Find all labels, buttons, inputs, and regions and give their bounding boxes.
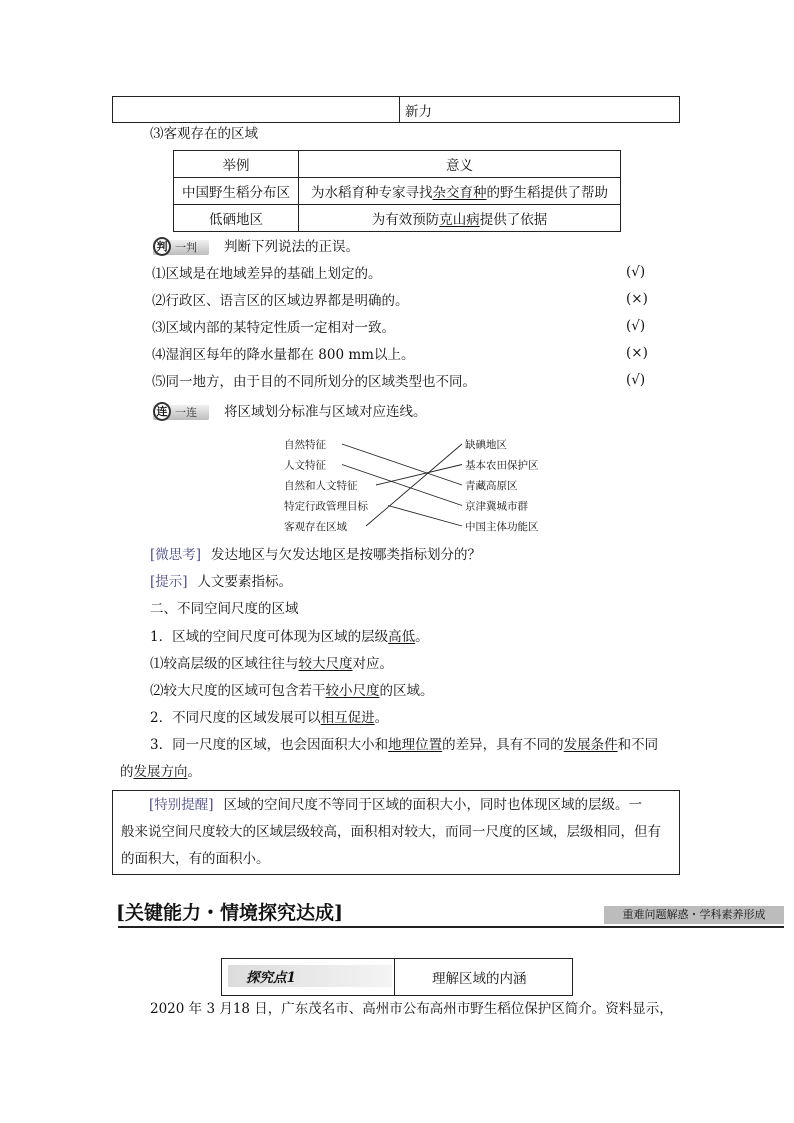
judge-item-5: ⑸同一地方，由于目的不同所划分的区域类型也不同。 <box>152 374 476 390</box>
p3-text: 。 <box>187 764 201 780</box>
judge-mark-3: (√) <box>626 318 646 334</box>
left-item-1: 自然特征 <box>284 439 326 451</box>
p1-text: 1．区域的空间尺度可体现为区域的层级 <box>150 629 389 645</box>
judge-mark-1: (√) <box>626 264 646 280</box>
judge-badge-text: 一判 <box>175 241 197 254</box>
right-item-2: 基本农田保护区 <box>465 459 539 472</box>
connect-line-5 <box>366 444 462 526</box>
sec2-p3-cont <box>120 762 201 782</box>
tip-line-1 <box>149 795 642 815</box>
p3-text: 3．同一尺度的区域，也会因面积大小和 <box>150 737 389 753</box>
connect-line-3 <box>376 465 462 486</box>
tip-box <box>112 790 680 875</box>
connect-line-4 <box>388 506 462 527</box>
meaning-text: 的野生稻提供了帮助 <box>486 185 608 201</box>
header-meaning: 意义 <box>299 151 621 178</box>
cell-example: 中国野生稻分布区 <box>174 178 299 205</box>
p3-underlined: 地理位置 <box>388 737 443 753</box>
p3-text: 的差异，具有不同的 <box>442 737 564 753</box>
header-example: 举例 <box>174 151 299 178</box>
tip-text: 区域的空间尺度不等同于区域的面积大小，同时也体现区域的层级。一 <box>223 797 643 813</box>
connect-badge-char: 连 <box>153 402 171 421</box>
sec2-p3 <box>150 735 658 755</box>
judge-badge <box>153 240 209 255</box>
judge-item-3: ⑶区域内部的某特定性质一定相对一致。 <box>152 320 395 336</box>
sec2-title: 二、不同空间尺度的区域 <box>150 601 299 617</box>
sec2-p1a <box>150 654 393 674</box>
tip-line-3: 的面积大，有的面积小。 <box>121 851 270 867</box>
judge-mark-5: (√) <box>626 372 646 388</box>
left-item-4: 特定行政管理目标 <box>284 500 368 513</box>
p2-text: 。 <box>374 710 389 726</box>
meaning-text: 为水稻育种专家寻找 <box>311 185 433 201</box>
hint-line <box>150 572 292 592</box>
connect-badge <box>153 405 209 420</box>
p1a-text: ⑴较高层级的区域往往与 <box>150 656 299 672</box>
connect-badge-text: 一连 <box>175 406 197 419</box>
judge-badge-char: 判 <box>153 237 171 256</box>
right-item-5: 中国主体功能区 <box>465 521 539 533</box>
right-item-3: 青藏高原区 <box>465 480 518 492</box>
probe-box <box>221 958 573 996</box>
connect-line-2 <box>342 465 462 506</box>
meaning-underlined: 杂交育种 <box>432 185 487 201</box>
key-right-tag: 重难问题解惑・学科素养形成 <box>604 906 784 924</box>
judge-instruction: 判断下列说法的正误。 <box>224 239 359 255</box>
p2-underlined: 相互促进 <box>320 710 375 726</box>
right-item-4: 京津冀城市群 <box>465 500 528 513</box>
sec2-p1 <box>150 627 429 647</box>
judge-item-1: ⑴区域是在地域差异的基础上划定的。 <box>152 266 382 282</box>
hint-label: [提示] <box>150 574 188 590</box>
connect-diagram <box>270 430 560 540</box>
right-item-1: 缺碘地区 <box>465 439 507 451</box>
cell-meaning <box>299 205 621 232</box>
top-table <box>112 96 680 123</box>
meaning-underlined: 克山病 <box>439 212 480 228</box>
think-question: 发达地区与欠发达地区是按哪类指标划分的？ <box>211 547 482 563</box>
p1b-text: 的区域。 <box>379 683 434 699</box>
hint-text: 人文要素指标。 <box>197 574 293 590</box>
cell-example: 低硒地区 <box>174 205 299 232</box>
judge-item-2: ⑵行政区、语言区的区域边界都是明确的。 <box>152 293 409 309</box>
connect-instruction: 将区域划分标准与区域对应连线。 <box>224 404 427 420</box>
tip-label: [特别提醒] <box>149 797 214 813</box>
left-item-2: 人文特征 <box>284 459 326 472</box>
judge-mark-2: (×) <box>626 291 648 307</box>
probe-label: 探究点1 <box>246 970 296 986</box>
tip-line-2: 般来说空间尺度较大的区域层级较高，面积相对较大，而同一尺度的区域，层级相同，但有 <box>121 824 661 840</box>
p3-text: 的 <box>120 764 134 780</box>
think-label: [微思考] <box>150 547 202 563</box>
left-item-5: 客观存在区域 <box>284 521 347 533</box>
last-line: 2020 年 3 月18 日，广东茂名市、高州市公布高州市野生稻位保护区简介。资料显示， <box>150 1001 673 1017</box>
left-item-3: 自然和人文特征 <box>284 480 358 492</box>
p1-underlined: 高低 <box>388 629 416 645</box>
probe-divider <box>394 959 395 995</box>
sec2-p1b <box>150 681 434 701</box>
table-row <box>174 178 621 205</box>
s3-heading: ⑶客观存在的区域 <box>150 126 258 142</box>
p1-text: 。 <box>415 629 429 645</box>
p2-text: 2．不同尺度的区域发展可以 <box>150 710 321 726</box>
sec2-p2 <box>150 708 388 728</box>
judge-mark-4: (×) <box>626 345 648 361</box>
cell-meaning <box>299 178 621 205</box>
meaning-text: 提供了依据 <box>479 212 548 228</box>
top-table-right-cell: 新力 <box>405 104 432 120</box>
think-line <box>150 545 481 565</box>
p1b-underlined: 较小尺度 <box>325 683 380 699</box>
p3-text: 和不同 <box>617 737 659 753</box>
p1b-text: ⑵较大尺度的区域可包含若干 <box>150 683 326 699</box>
table-row <box>174 151 621 178</box>
key-underline <box>118 926 784 928</box>
judge-item-4: ⑷湿润区每年的降水量都在 800 mm以上。 <box>152 347 415 363</box>
s3-table <box>173 150 621 232</box>
p1a-text: 对应。 <box>352 656 393 672</box>
probe-title: 理解区域的内涵 <box>432 971 527 987</box>
top-table-divider <box>399 97 400 122</box>
p3-underlined: 发展方向 <box>133 764 188 780</box>
p1a-underlined: 较大尺度 <box>298 656 353 672</box>
meaning-text: 为有效预防 <box>371 212 440 228</box>
table-row <box>174 205 621 232</box>
p3-underlined: 发展条件 <box>563 737 618 753</box>
key-title: [关键能力・情境探究达成] <box>116 902 343 924</box>
